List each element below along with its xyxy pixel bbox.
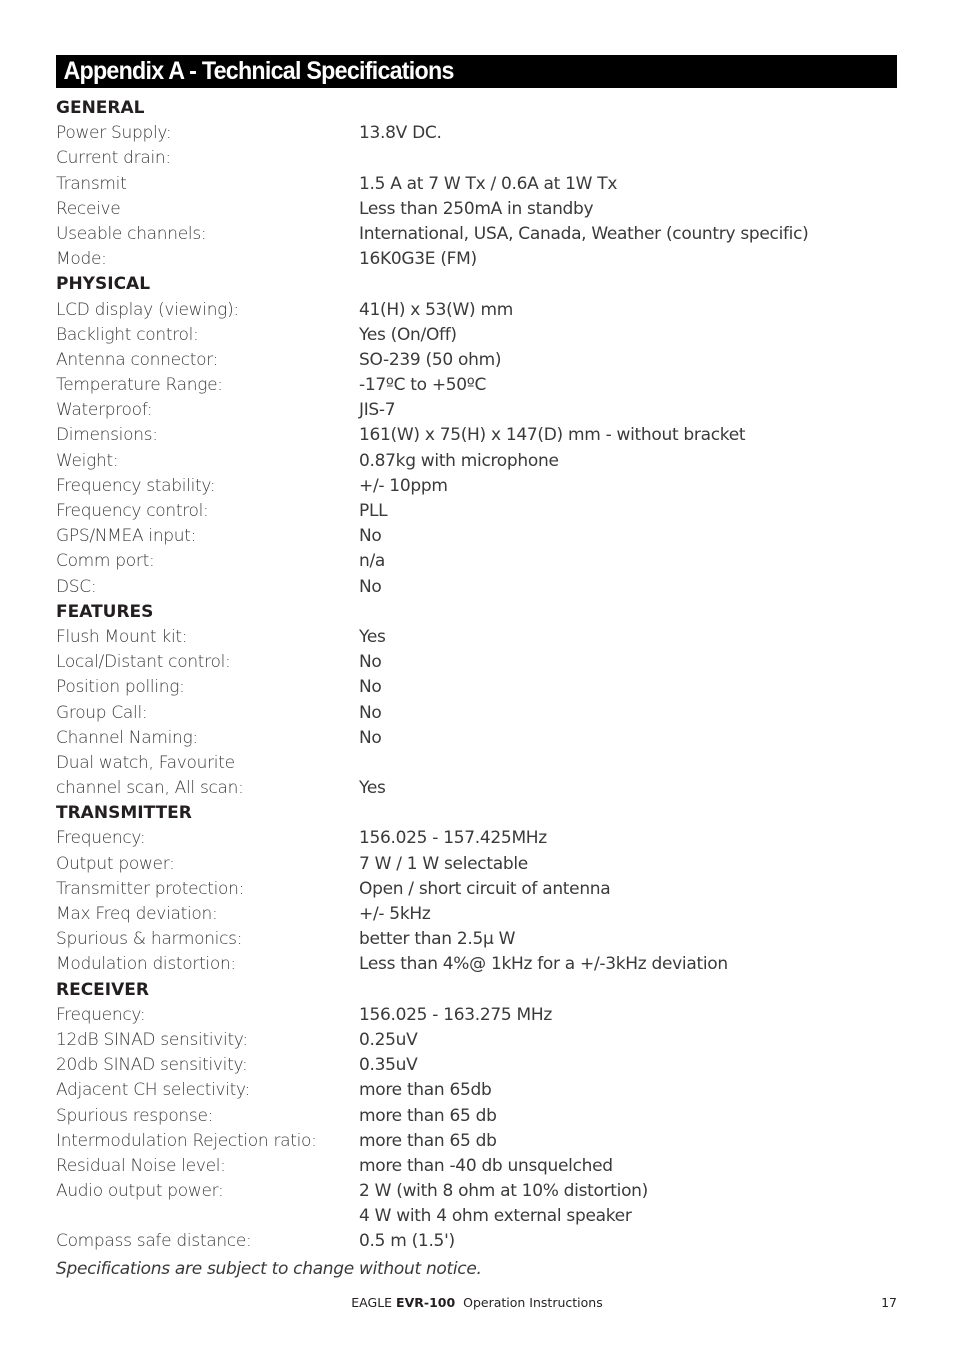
- footer-title: [0, 1294, 954, 1312]
- spec-value: No: [359, 652, 382, 673]
- spec-value: 0.87kg with microphone: [359, 450, 559, 471]
- spec-value: Yes (On/Off): [359, 324, 457, 345]
- spec-label: 12dB SINAD sensitivity:: [56, 1029, 248, 1050]
- spec-label: Adjacent CH selectivity:: [56, 1080, 251, 1101]
- spec-value: No: [359, 576, 382, 597]
- spec-row: [56, 1129, 897, 1154]
- spec-row: [56, 197, 897, 222]
- spec-value: +/- 10ppm: [359, 475, 448, 496]
- spec-row: [56, 726, 897, 751]
- spec-value: Yes: [359, 626, 386, 647]
- spec-label: Weight:: [56, 450, 119, 471]
- spec-label: Flush Mount kit:: [56, 626, 188, 647]
- spec-value: No: [359, 702, 382, 723]
- spec-row: [56, 902, 897, 927]
- section-title: RECEIVER: [56, 979, 149, 1000]
- spec-value: more than -40 db unsquelched: [359, 1155, 613, 1176]
- section-title: GENERAL: [56, 98, 145, 118]
- spec-label: Modulation distortion:: [56, 954, 236, 975]
- spec-label: Group Call:: [56, 702, 148, 723]
- spec-value: No: [359, 727, 382, 748]
- spec-value: -17ºC to +50ºC: [359, 375, 487, 396]
- spec-row: [56, 826, 897, 851]
- spec-label: LCD display (viewing):: [56, 299, 239, 320]
- section-heading: [56, 272, 897, 297]
- spec-label: Mode:: [56, 249, 107, 270]
- spec-value: Less than 250mA in standby: [359, 198, 594, 219]
- spec-row: [56, 524, 897, 549]
- spec-label: Spurious response:: [56, 1105, 214, 1126]
- spec-label: Local/Distant control:: [56, 652, 231, 673]
- spec-label: Frequency:: [56, 828, 146, 849]
- footer-doc: Operation Instructions: [463, 1295, 603, 1310]
- spec-row: [56, 1154, 897, 1179]
- spec-label: Dimensions:: [56, 425, 158, 446]
- spec-value: 16K0G3E (FM): [359, 249, 477, 270]
- section-heading: [56, 801, 897, 826]
- spec-value: Yes: [359, 778, 386, 799]
- spec-label: Frequency:: [56, 1004, 146, 1025]
- spec-label: Antenna connector:: [56, 349, 219, 370]
- spec-value: SO-239 (50 ohm): [359, 349, 502, 370]
- spec-label: Transmit: [56, 173, 127, 194]
- page-number: 17: [881, 1295, 897, 1310]
- spec-row: [56, 298, 897, 323]
- disclaimer-note: Specifications are subject to change without notice.: [56, 1259, 482, 1279]
- spec-label: Frequency control:: [56, 501, 209, 521]
- spec-row: [56, 373, 897, 398]
- spec-label: Intermodulation Rejection ratio:: [56, 1130, 317, 1151]
- spec-row: [56, 549, 897, 574]
- spec-row: [56, 449, 897, 474]
- page-footer: [0, 1294, 954, 1312]
- spec-value: more than 65db: [359, 1080, 492, 1101]
- spec-value: PLL: [359, 501, 388, 521]
- footer-model: EVR-100: [396, 1295, 456, 1310]
- spec-row: [56, 877, 897, 902]
- spec-row: [56, 121, 897, 146]
- spec-value: 156.025 - 163.275 MHz: [359, 1004, 553, 1025]
- spec-value: 4 W with 4 ohm external speaker: [359, 1206, 632, 1227]
- spec-row: [56, 1003, 897, 1028]
- spec-row: [56, 1179, 897, 1204]
- spec-label: Residual Noise level:: [56, 1155, 226, 1176]
- spec-value: 7 W / 1 W selectable: [359, 853, 528, 874]
- spec-label: Audio output power:: [56, 1181, 224, 1202]
- spec-label: Transmitter protection:: [56, 878, 245, 899]
- spec-value: JIS-7: [359, 400, 396, 421]
- spec-row: [56, 852, 897, 877]
- section-heading: [56, 96, 897, 121]
- spec-value: 0.25uV: [359, 1029, 418, 1050]
- section-heading: [56, 978, 897, 1003]
- spec-row: [56, 927, 897, 952]
- spec-row: [56, 172, 897, 197]
- spec-row: [56, 499, 897, 524]
- spec-label: Channel Naming:: [56, 727, 198, 748]
- spec-label: Max Freq deviation:: [56, 904, 218, 924]
- spec-row: [56, 1104, 897, 1129]
- spec-label: Output power:: [56, 853, 175, 874]
- spec-row: [56, 423, 897, 448]
- footer-brand: EAGLE: [351, 1295, 393, 1310]
- spec-label: Current drain:: [56, 148, 171, 169]
- spec-table: [56, 96, 897, 1255]
- spec-label: DSC:: [56, 576, 97, 597]
- spec-row: [56, 1229, 897, 1254]
- spec-row: [56, 1028, 897, 1053]
- spec-value: 2 W (with 8 ohm at 10% distortion): [359, 1181, 648, 1202]
- spec-value: Less than 4%@ 1kHz for a +/-3kHz deviation: [359, 954, 728, 975]
- spec-label: Comm port:: [56, 551, 155, 572]
- section-heading: [56, 600, 897, 625]
- spec-row: [56, 701, 897, 726]
- spec-label: Frequency stability:: [56, 475, 216, 496]
- spec-row: [56, 222, 897, 247]
- spec-value: 156.025 - 157.425MHz: [359, 828, 547, 849]
- spec-value: International, USA, Canada, Weather (country specific): [359, 223, 809, 244]
- section-title: FEATURES: [56, 601, 154, 622]
- spec-row: [56, 650, 897, 675]
- spec-label: Position polling:: [56, 677, 185, 698]
- spec-label: GPS/NMEA input:: [56, 526, 197, 547]
- spec-value: 1.5 A at 7 W Tx / 0.6A at 1W Tx: [359, 173, 618, 194]
- spec-value: 0.35uV: [359, 1055, 418, 1076]
- spec-label: channel scan, All scan:: [56, 778, 244, 799]
- spec-label: Waterproof:: [56, 400, 153, 421]
- spec-row: [56, 625, 897, 650]
- spec-label: Power Supply:: [56, 123, 172, 144]
- spec-label: 20db SINAD sensitivity:: [56, 1055, 248, 1076]
- spec-row: [56, 1053, 897, 1078]
- spec-value: 41(H) x 53(W) mm: [359, 299, 513, 320]
- section-title: TRANSMITTER: [56, 803, 192, 824]
- spec-row: [56, 1078, 897, 1103]
- spec-row: [56, 348, 897, 373]
- spec-row: [56, 398, 897, 423]
- spec-label: Spurious & harmonics:: [56, 929, 243, 950]
- spec-row: [56, 952, 897, 977]
- spec-value: 13.8V DC.: [359, 123, 442, 144]
- spec-value: n/a: [359, 551, 386, 572]
- spec-row: [56, 474, 897, 499]
- spec-value: No: [359, 526, 382, 547]
- spec-label: Backlight control:: [56, 324, 199, 345]
- spec-value: better than 2.5µ W: [359, 929, 516, 950]
- spec-value: +/- 5kHz: [359, 904, 431, 924]
- spec-value: more than 65 db: [359, 1105, 497, 1126]
- spec-row: [56, 675, 897, 700]
- spec-row: [56, 1204, 897, 1229]
- spec-row: [56, 323, 897, 348]
- spec-row: [56, 776, 897, 801]
- spec-label: Receive: [56, 198, 121, 219]
- spec-value: Open / short circuit of antenna: [359, 878, 611, 899]
- spec-value: No: [359, 677, 382, 698]
- page-title: Appendix A - Technical Specifications: [63, 57, 454, 85]
- spec-label: Temperature Range:: [56, 375, 223, 396]
- spec-value: more than 65 db: [359, 1130, 497, 1151]
- spec-label: Dual watch, Favourite: [56, 752, 235, 773]
- spec-label: Compass safe distance:: [56, 1231, 252, 1252]
- spec-value: 0.5 m (1.5'): [359, 1231, 455, 1252]
- spec-row: [56, 575, 897, 600]
- title-bar: [56, 55, 897, 88]
- spec-value: 161(W) x 75(H) x 147(D) mm - without bracket: [359, 425, 746, 446]
- spec-label: Useable channels:: [56, 223, 207, 244]
- spec-row: [56, 146, 897, 171]
- spec-row: [56, 247, 897, 272]
- spec-row: [56, 751, 897, 776]
- section-title: PHYSICAL: [56, 274, 151, 295]
